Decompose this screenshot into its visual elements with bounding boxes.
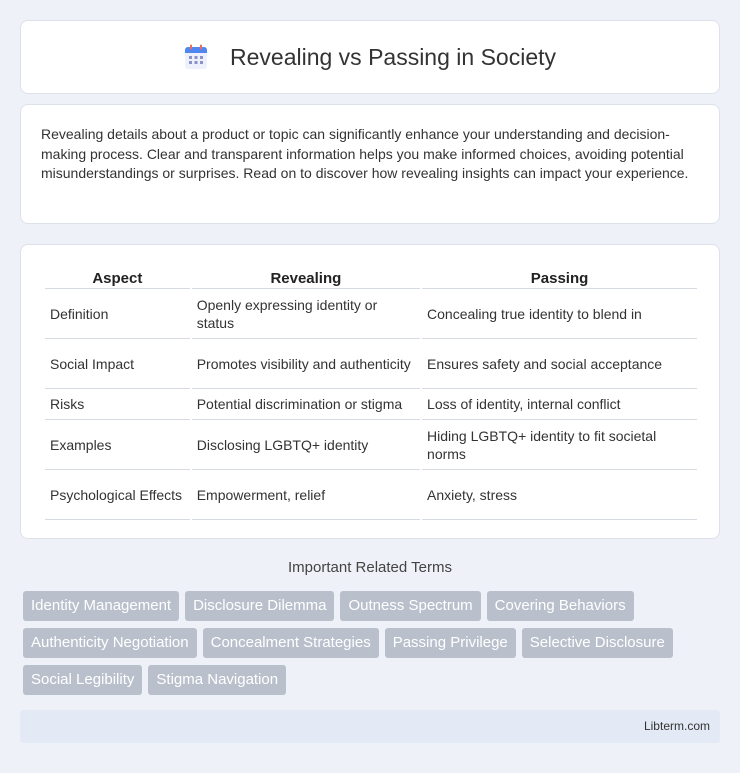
table-cell: Examples — [45, 420, 190, 470]
table-cell: Disclosing LGBTQ+ identity — [192, 420, 420, 470]
related-terms-title: Important Related Terms — [288, 559, 452, 576]
column-header-passing: Passing — [422, 267, 697, 289]
table-cell: Empowerment, relief — [192, 470, 420, 520]
comparison-card — [20, 244, 720, 539]
table-cell: Promotes visibility and authenticity — [192, 339, 420, 389]
table-cell: Psychological Effects — [45, 470, 190, 520]
table-row — [45, 289, 697, 339]
table-cell: Ensures safety and social acceptance — [422, 339, 697, 389]
related-term-tag[interactable]: Outness Spectrum — [340, 591, 480, 621]
table-cell: Hiding LGBTQ+ identity to fit societal norms — [422, 420, 697, 470]
related-term-tag[interactable]: Social Legibility — [23, 665, 142, 695]
related-terms-list — [23, 591, 723, 695]
page-title: Revealing vs Passing in Society — [230, 43, 556, 70]
related-term-tag[interactable]: Disclosure Dilemma — [185, 591, 334, 621]
related-term-tag[interactable]: Passing Privilege — [385, 628, 516, 658]
table-row — [45, 389, 697, 420]
calendar-grid-icon — [184, 44, 208, 70]
intro-text: Revealing details about a product or topic can significantly enhance your understanding and decision-making process. Clear and transparent information helps you make informed choices, avoiding potential misunderstandings or surprises. Read on to discover how revealing insights can impact your experience. — [41, 126, 689, 181]
table-cell: Definition — [45, 289, 190, 339]
comparison-table — [43, 267, 699, 520]
table-cell: Risks — [45, 389, 190, 420]
related-term-tag[interactable]: Authenticity Negotiation — [23, 628, 197, 658]
table-cell: Concealing true identity to blend in — [422, 289, 697, 339]
header-card — [20, 20, 720, 94]
footer-site-link[interactable]: Libterm.com — [643, 719, 710, 733]
related-term-tag[interactable]: Identity Management — [23, 591, 179, 621]
column-header-aspect: Aspect — [45, 267, 190, 289]
column-header-revealing: Revealing — [192, 267, 420, 289]
table-header-row — [45, 267, 697, 289]
table-row — [45, 420, 697, 470]
related-term-tag[interactable]: Selective Disclosure — [522, 628, 673, 658]
footer — [20, 710, 720, 743]
table-cell: Anxiety, stress — [422, 470, 697, 520]
related-term-tag[interactable]: Stigma Navigation — [148, 665, 286, 695]
table-cell: Openly expressing identity or status — [192, 289, 420, 339]
table-row — [45, 339, 697, 389]
table-cell: Social Impact — [45, 339, 190, 389]
table-row — [45, 470, 697, 520]
related-term-tag[interactable]: Concealment Strategies — [203, 628, 379, 658]
related-term-tag[interactable]: Covering Behaviors — [487, 591, 634, 621]
intro-card — [20, 104, 720, 224]
table-cell: Potential discrimination or stigma — [192, 389, 420, 420]
table-cell: Loss of identity, internal conflict — [422, 389, 697, 420]
